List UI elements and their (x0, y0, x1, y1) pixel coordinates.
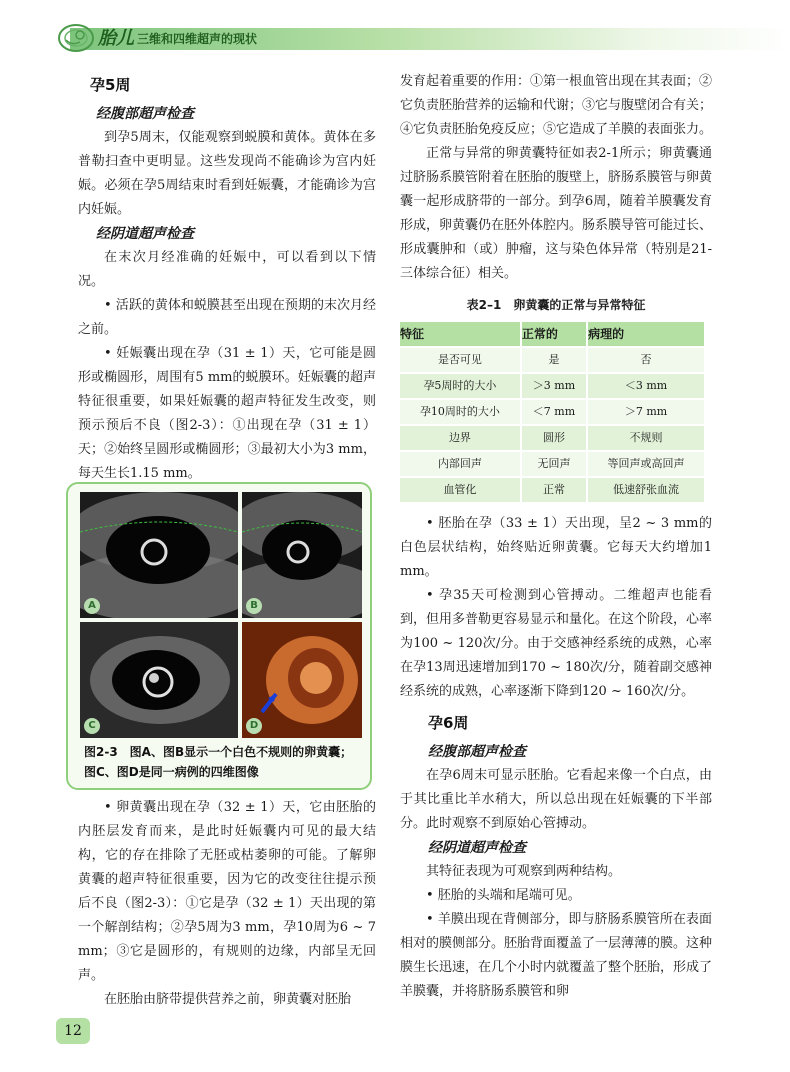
paragraph: 正常与异常的卵黄囊特征如表2-1所示；卵黄囊通过脐肠系膜管附着在胚胎的腹壁上，脐肠系膜管与卵黄囊一起形成脐带的一部分。到孕6周，随着羊膜囊发育形成，卵黄囊仍在胚外体腔内。肠系膜导管可能过长、形成囊肿和（或）肿瘤，这与染色体异常（特别是21-三体综合征）相关。 (400, 146, 713, 281)
table-row (400, 451, 705, 477)
left-column (78, 70, 376, 486)
table-cell: 是 (521, 347, 587, 373)
table-cell: ＜3 mm (587, 373, 705, 399)
panel-label-b: B (246, 598, 262, 614)
paragraph: 在末次月经准确的妊娠中，可以看到以下情况。 (78, 250, 376, 289)
table-title: 表2–1 卵黄囊的正常与异常特征 (466, 298, 646, 312)
paragraph: 在孕6周末可显示胚胎。它看起来像一个白点，由于其比重比羊水稍大，所以总出现在妊娠囊的下半部分。此时观察不到原始心管搏动。 (400, 768, 712, 831)
panel-label-a: A (84, 598, 100, 614)
paragraph: 其特征表现为可观察到两种结构。 (426, 864, 622, 879)
table-cell: 内部回声 (400, 451, 521, 477)
table-cell: 正常 (521, 477, 587, 503)
header-title: 胎儿 (98, 28, 134, 49)
table-header-row (400, 322, 705, 347)
fetus-logo-icon (56, 20, 96, 54)
subheading-transabdominal: 经腹部超声检查 (428, 744, 526, 760)
table-cell: 血管化 (400, 477, 521, 503)
table-cell: 不规则 (587, 425, 705, 451)
table-cell: 孕5周时的大小 (400, 373, 521, 399)
ultrasound-image-a (80, 492, 238, 618)
ultrasound-image-c (80, 622, 238, 738)
figure-2-3 (66, 482, 372, 790)
left-column-lower (78, 796, 376, 1012)
section-heading-week6: 孕6周 (428, 714, 469, 732)
table-cell: 无回声 (521, 451, 587, 477)
bullet-paragraph: • 卵黄囊出现在孕（32 ± 1）天，它由胚胎的内胚层发育而来，是此时妊娠囊内可见的最大结构，它的存在排除了无胚或枯萎卵的可能。了解卵黄囊的超声特征很重要，因为它的改变往往提示预后不良（图2-3）：①它是孕（32 ± 1）天出现的第一个解剖结构；②孕5周为3 mm，孕10周为6 ~ 7 mm；③它是圆形的，有规则的边缘，内部呈无回声。 (78, 800, 376, 983)
table-header: 特征 (400, 322, 521, 347)
paragraph: 到孕5周末，仅能观察到蜕膜和黄体。黄体在多普勒扫查中更明显。这些发现尚不能确诊为宫内妊娠。必须在孕5周结束时看到妊娠囊，才能确诊为宫内妊娠。 (78, 130, 376, 217)
paragraph: 在胚胎由脐带提供营养之前，卵黄囊对胚胎 (104, 992, 352, 1007)
table-cell: 低速舒张血流 (587, 477, 705, 503)
table-cell: ＞3 mm (521, 373, 587, 399)
bullet-paragraph: • 孕35天可检测到心管搏动。二维超声也能看到，但用多普勒更容易显示和量化。在这个阶段，心率为100 ~ 120次/分。由于交感神经系统的成熟，心率在孕13周迅速增加到170 ~ 180次/分，随着副交感神经系统的成熟，心率逐渐下降到120 ~ 160次/分。 (400, 588, 713, 699)
table-cell: 等回声或高回声 (587, 451, 705, 477)
rendered-4d-image-d (242, 622, 362, 738)
table-header: 正常的 (521, 322, 587, 347)
header-subtitle: 三维和四维超声的现状 (137, 32, 258, 46)
table-header: 病理的 (587, 322, 705, 347)
table-row (400, 477, 705, 503)
subheading-transvaginal: 经阴道超声检查 (96, 226, 194, 242)
bullet-paragraph: • 活跃的黄体和蜕膜甚至出现在预期的末次月经之前。 (78, 298, 376, 337)
table-cell: ＜7 mm (521, 399, 587, 425)
yolk-sac-table (400, 322, 706, 504)
table-row (400, 425, 705, 451)
bullet-paragraph: • 胚胎在孕（33 ± 1）天出现，呈2 ~ 3 mm的白色层状结构，始终贴近卵黄囊。它每天大约增加1 mm。 (400, 516, 712, 579)
paragraph: 发育起着重要的作用：①第一根血管出现在其表面；②它负责胚胎营养的运输和代谢；③它与腹壁闭合有关；④它负责胚胎免疫反应；⑤它造成了羊膜的表面张力。 (400, 74, 713, 137)
table-row (400, 373, 705, 399)
figure-caption: 图2-3 图A、图B显示一个白色不规则的卵黄囊；图C、图D是同一病例的四维图像 (84, 745, 353, 779)
ultrasound-image-b (242, 492, 362, 618)
table-cell: 边界 (400, 425, 521, 451)
table-cell: 否 (587, 347, 705, 373)
panel-label-d: D (246, 718, 262, 734)
table-cell: 孕10周时的大小 (400, 399, 521, 425)
table-row (400, 399, 705, 425)
panel-label-c: C (84, 718, 100, 734)
subheading-transabdominal: 经腹部超声检查 (96, 106, 194, 122)
table-cell: 圆形 (521, 425, 587, 451)
bullet-paragraph: • 羊膜出现在背侧部分，即与脐肠系膜管所在表面相对的膜侧部分。胚胎背面覆盖了一层薄薄的膜。这种膜生长迅速，在几个小时内就覆盖了整个胚胎，形成了羊膜囊，并将脐肠系膜管和卵 (400, 912, 713, 999)
bullet-paragraph: • 胚胎的头端和尾端可见。 (426, 888, 581, 903)
table-cell: ＞7 mm (587, 399, 705, 425)
table-cell: 是否可见 (400, 347, 521, 373)
bullet-paragraph: • 妊娠囊出现在孕（31 ± 1）天，它可能是圆形或椭圆形，周围有5 mm的蜕膜环。妊娠囊的超声特征很重要，如果妊娠囊的超声特征发生改变，则预示预后不良（图2-3）：①出现在孕（31 ± 1）天；②始终呈圆形或椭圆形；③最初大小为3 mm，每天生长1.15 mm。 (78, 346, 376, 481)
page-number: 12 (56, 1018, 90, 1044)
running-header (0, 0, 790, 60)
right-column (400, 70, 712, 1004)
section-heading-week5: 孕5周 (90, 76, 131, 94)
subheading-transvaginal: 经阴道超声检查 (428, 840, 526, 856)
table-row (400, 347, 705, 373)
